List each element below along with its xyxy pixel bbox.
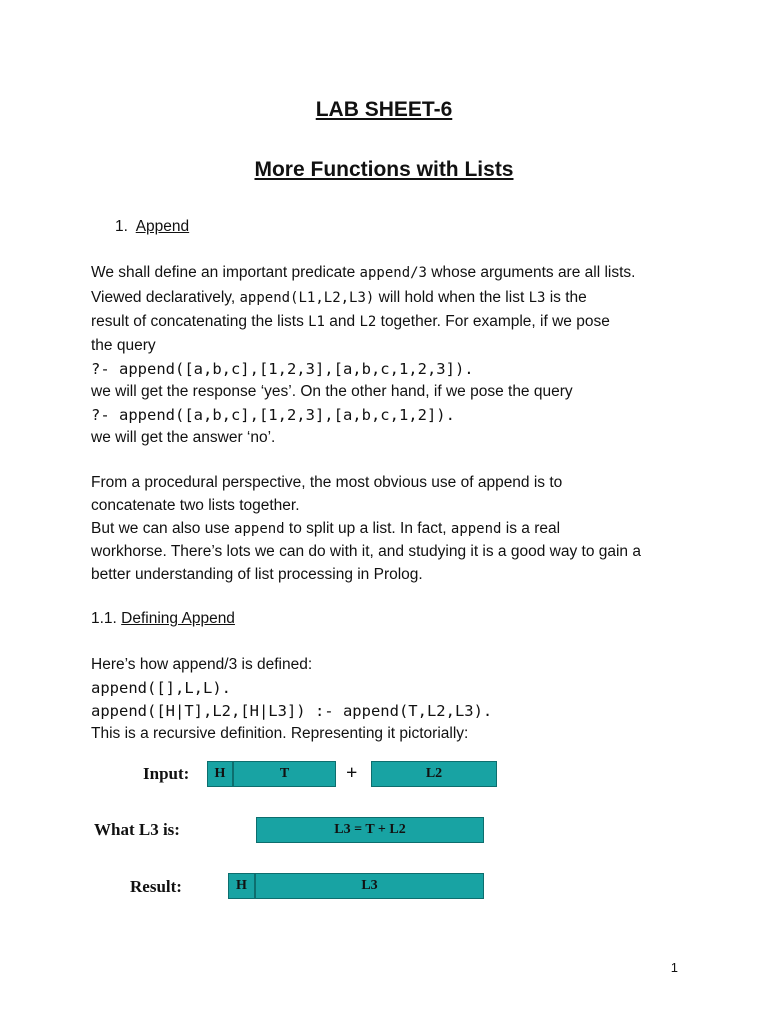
code-inline: L1 xyxy=(308,314,325,330)
code-line-2: append([H|T],L2,[H|L3]) :- append(T,L2,L3). xyxy=(91,702,493,720)
result-l3-box: L3 xyxy=(255,873,484,899)
para1-line1 xyxy=(91,264,635,282)
result-h-box: H xyxy=(228,873,255,899)
page-subtitle: More Functions with Lists xyxy=(254,158,514,181)
l3-equals-box: L3 = T + L2 xyxy=(256,817,484,843)
text: and xyxy=(324,313,360,330)
query-1: ?- append([a,b,c],[1,2,3],[a,b,c,1,2,3]). xyxy=(91,360,474,378)
text: together. For example, if we pose xyxy=(376,313,610,330)
code-inline: L3 xyxy=(528,290,546,306)
code-inline: append xyxy=(234,521,285,537)
section-title: Defining Append xyxy=(121,610,235,627)
para2-line1: From a procedural perspective, the most obvious use of append is to xyxy=(91,474,563,491)
input-t-box: T xyxy=(233,761,336,787)
text: Viewed declaratively, xyxy=(91,289,240,306)
page-title: LAB SHEET-6 xyxy=(315,98,453,121)
section-1-1-heading xyxy=(91,610,235,628)
para1-line2 xyxy=(91,289,587,307)
input-h-box: H xyxy=(207,761,233,787)
text: is a real xyxy=(501,520,561,537)
text: to split up a list. In fact, xyxy=(284,520,451,537)
para2-line4: workhorse. There’s lots we can do with it, and studying it is a good way to gain a xyxy=(91,543,641,560)
text: But we can also use xyxy=(91,520,235,537)
para1-line5: we will get the response ‘yes’. On the other hand, if we pose the query xyxy=(91,383,573,400)
para1-line6: we will get the answer ‘no’. xyxy=(91,429,276,446)
para1-line4: the query xyxy=(91,337,156,354)
para2-line3 xyxy=(91,520,560,538)
text: We shall define an important predicate xyxy=(91,264,360,281)
para3-line2: This is a recursive definition. Representing it pictorially: xyxy=(91,725,469,742)
para2-line5: better understanding of list processing in Prolog. xyxy=(91,566,423,583)
code-inline: append(L1,L2,L3) xyxy=(239,290,375,306)
text: whose arguments are all lists. xyxy=(426,264,636,281)
text: is the xyxy=(545,289,587,306)
code-inline: append xyxy=(450,521,502,537)
input-label: Input: xyxy=(143,764,190,783)
para1-line3 xyxy=(91,313,610,331)
what-l3-label: What L3 is: xyxy=(94,820,180,839)
result-label: Result: xyxy=(130,877,182,896)
query-2: ?- append([a,b,c],[1,2,3],[a,b,c,1,2]). xyxy=(91,406,455,424)
page-number: 1 xyxy=(670,960,678,975)
text: will hold when the list xyxy=(374,289,529,306)
para2-line2: concatenate two lists together. xyxy=(91,497,300,514)
section-number: 1. xyxy=(115,218,128,235)
section-1-heading xyxy=(115,218,189,236)
section-title: Append xyxy=(135,218,190,235)
plus-sign: + xyxy=(346,762,358,784)
code-inline: L2 xyxy=(359,314,377,330)
text: result of concatenating the lists xyxy=(91,313,309,330)
para3-line1: Here’s how append/3 is defined: xyxy=(91,656,313,673)
input-l2-box: L2 xyxy=(371,761,497,787)
code-line-1: append([],L,L). xyxy=(91,679,231,697)
code-inline: append/3 xyxy=(359,265,427,281)
section-number: 1.1. xyxy=(91,610,122,627)
